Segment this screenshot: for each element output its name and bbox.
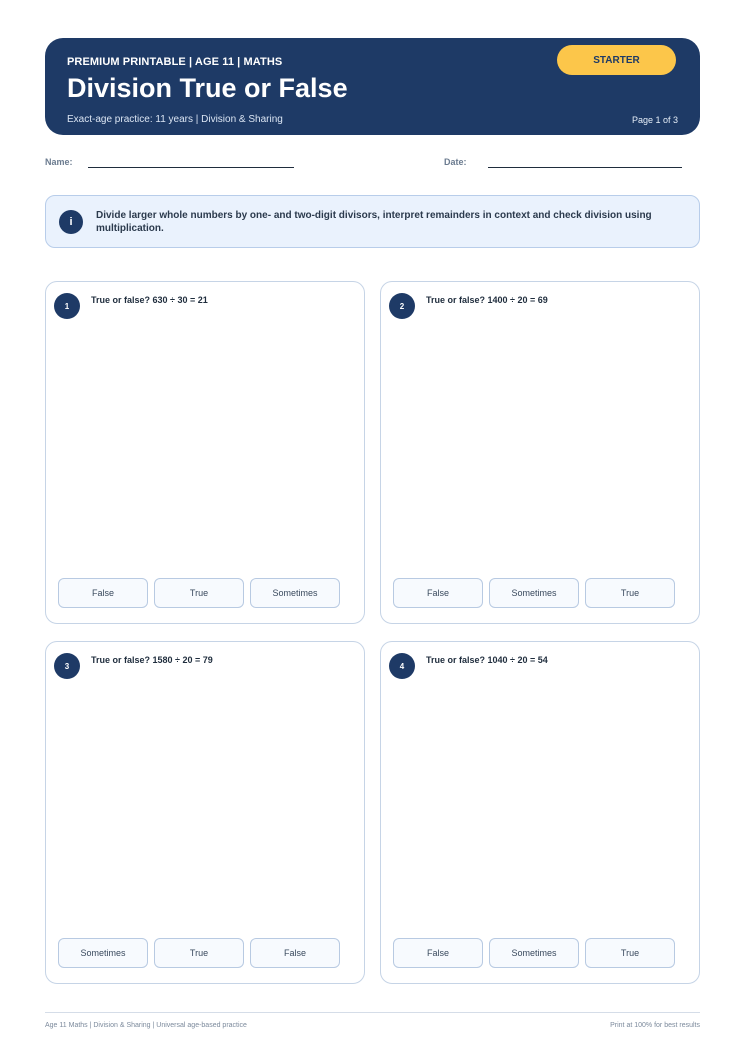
date-label: Date: [444, 157, 467, 167]
question-card-1 [45, 281, 365, 624]
question-number: 2 [389, 293, 415, 319]
answer-options [58, 578, 340, 608]
answer-option-button[interactable]: False [393, 578, 483, 608]
question-number: 1 [54, 293, 80, 319]
answer-option-button[interactable]: Sometimes [489, 578, 579, 608]
question-prompt: True or false? 1580 ÷ 20 = 79 [91, 655, 213, 665]
answer-option-button[interactable]: Sometimes [489, 938, 579, 968]
answer-options [58, 938, 340, 968]
name-label: Name: [45, 157, 73, 167]
worksheet-header [45, 38, 700, 135]
date-field[interactable] [488, 167, 682, 168]
page-indicator: Page 1 of 3 [631, 115, 678, 125]
answer-option-button[interactable]: Sometimes [250, 578, 340, 608]
question-prompt: True or false? 630 ÷ 30 = 21 [91, 295, 208, 305]
answer-option-button[interactable]: True [585, 938, 675, 968]
header-subtitle: Exact-age practice: 11 years | Division & Sharing [67, 114, 283, 125]
question-prompt: True or false? 1400 ÷ 20 = 69 [426, 295, 548, 305]
instructions-box [45, 195, 700, 248]
name-field[interactable] [88, 167, 294, 168]
header-kicker: PREMIUM PRINTABLE | AGE 11 | MATHS [67, 56, 283, 68]
answer-option-button[interactable]: True [154, 578, 244, 608]
question-prompt: True or false? 1040 ÷ 20 = 54 [426, 655, 548, 665]
answer-options [393, 938, 675, 968]
answer-option-button[interactable]: True [585, 578, 675, 608]
question-number: 3 [54, 653, 80, 679]
answer-option-button[interactable]: False [393, 938, 483, 968]
answer-option-button[interactable]: True [154, 938, 244, 968]
page-title: Division True or False [67, 73, 348, 103]
info-icon: i [59, 210, 83, 234]
footer-divider [45, 1012, 700, 1013]
footer-left-text: Age 11 Maths | Division & Sharing | Universal age-based practice [45, 1022, 247, 1029]
question-card-4 [380, 641, 700, 984]
answer-option-button[interactable]: False [250, 938, 340, 968]
level-badge: STARTER [557, 45, 676, 75]
answer-option-button[interactable]: Sometimes [58, 938, 148, 968]
footer-right-text: Print at 100% for best results [610, 1022, 700, 1029]
answer-options [393, 578, 675, 608]
question-number: 4 [389, 653, 415, 679]
instructions-text: Divide larger whole numbers by one- and two-digit divisors, interpret remainders in context and check division using multiplication. [96, 210, 652, 234]
question-card-3 [45, 641, 365, 984]
answer-option-button[interactable]: False [58, 578, 148, 608]
question-card-2 [380, 281, 700, 624]
